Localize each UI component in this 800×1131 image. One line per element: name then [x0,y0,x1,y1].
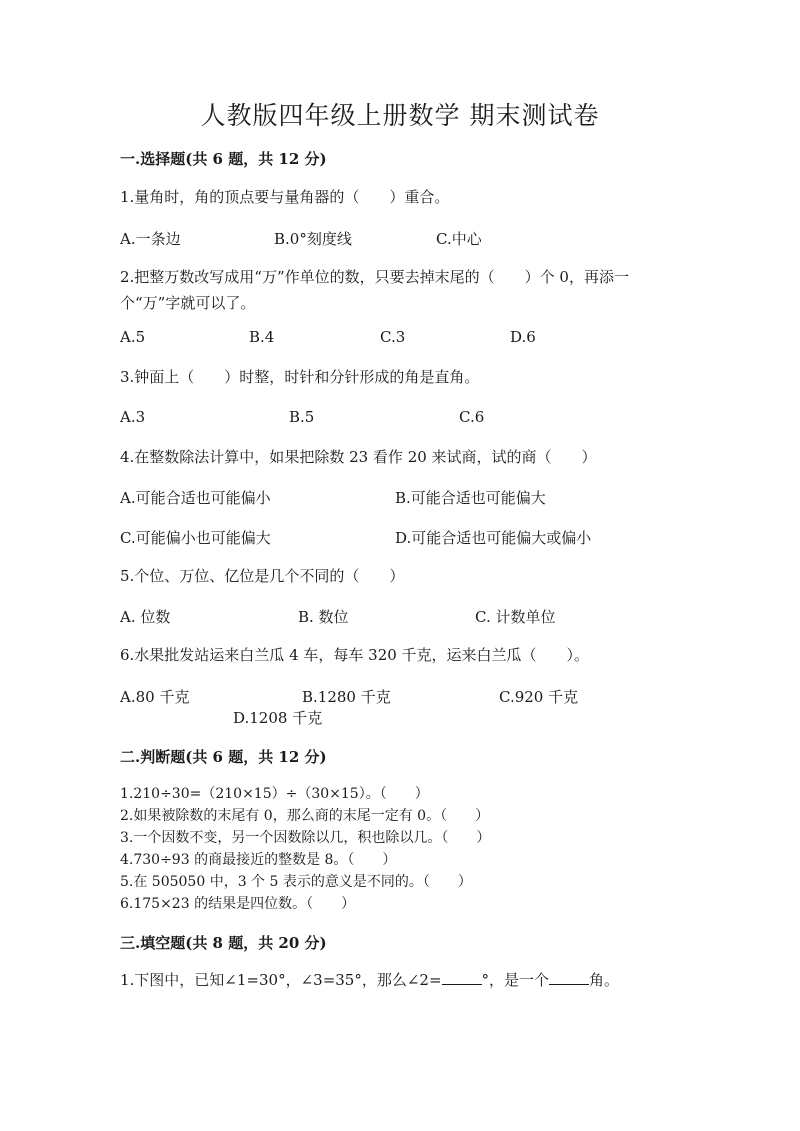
answer-blank[interactable] [549,970,589,985]
option: A.80 千克 [120,688,190,706]
option: A.5 [120,328,146,346]
fill-question [120,967,680,993]
option: B. 数位 [298,608,349,626]
option: C.中心 [436,230,482,248]
section-heading-choice: 一.选择题(共 6 题，共 12 分) [120,150,327,168]
option: A.可能合适也可能偏小 [120,489,271,507]
option: A.3 [120,408,146,426]
judge-item: 2.如果被除数的末尾有 0，那么商的末尾一定有 0。（ ） [120,808,490,824]
fill-text: 1.下图中，已知∠1=30°，∠3=35°，那么∠2= [120,971,442,989]
answer-blank[interactable] [442,970,482,985]
fill-text: 角。 [589,971,620,989]
option: A.一条边 [120,230,181,248]
judge-item: 6.175×23 的结果是四位数。（ ） [120,896,356,912]
judge-item: 5.在 505050 中，3 个 5 表示的意义是不同的。（ ） [120,874,472,890]
option: D.1208 千克 [233,709,323,727]
fill-text: °，是一个 [481,971,550,989]
option: C. 计数单位 [475,608,556,626]
question-text: 1.量角时，角的顶点要与量角器的（ ）重合。 [120,188,450,206]
option: C.可能偏小也可能偏大 [120,529,271,547]
option: B.0°刻度线 [274,230,352,248]
section-heading-fill: 三.填空题(共 8 题，共 20 分) [120,934,327,952]
option: B.5 [289,408,315,426]
option: B.1280 千克 [302,688,391,706]
question-text: 2.把整万数改写成用“万”作单位的数，只要去掉末尾的（ ）个 0，再添一个“万”字就可以了。 [120,268,629,312]
option: D.6 [510,328,536,346]
question-text: 3.钟面上（ ）时整，时针和分针形成的角是直角。 [120,368,480,386]
option: B.可能合适也可能偏大 [395,489,546,507]
option: B.4 [249,328,275,346]
judge-item: 1.210÷30=（210×15）÷（30×15）。（ ） [120,786,429,802]
question-text: 6.水果批发站运来白兰瓜 4 车，每车 320 千克，运来白兰瓜（ ）。 [120,646,590,664]
option: D.可能合适也可能偏大或偏小 [395,529,592,547]
option: C.6 [459,408,485,426]
judge-item: 4.730÷93 的商最接近的整数是 8。（ ） [120,852,397,868]
option: C.920 千克 [499,688,579,706]
section-heading-judge: 二.判断题(共 6 题，共 12 分) [120,748,327,766]
question-text: 4.在整数除法计算中，如果把除数 23 看作 20 来试商，试的商（ ） [120,448,597,466]
judge-item: 3.一个因数不变，另一个因数除以几，积也除以几。（ ） [120,830,491,846]
option: A. 位数 [120,608,171,626]
page-title: 人教版四年级上册数学 期末测试卷 [200,101,600,130]
question-text: 5.个位、万位、亿位是几个不同的（ ） [120,567,405,585]
option: C.3 [380,328,406,346]
